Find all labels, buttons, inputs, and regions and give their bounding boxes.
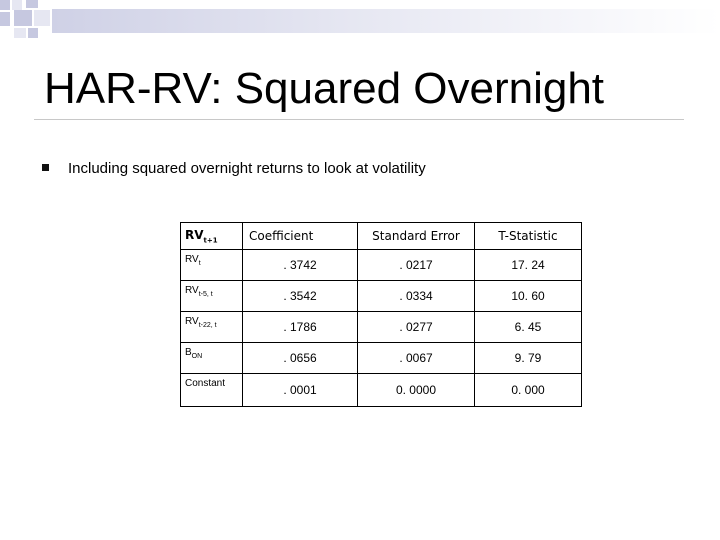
header-dependent-variable [181,223,243,250]
deco-square [0,0,10,10]
header-rv-subscript: t+1 [203,236,218,245]
table-row [181,343,582,374]
coefficient-cell: . 0656 [243,343,358,374]
standard-error-cell: . 0217 [358,250,475,281]
deco-square [26,0,38,8]
standard-error-cell: . 0277 [358,312,475,343]
regression-table [180,222,582,407]
table-row [181,374,582,407]
row-label-subscript: t-22, t [198,322,217,329]
row-label-text: Constant [185,378,226,389]
t-statistic-cell: 0. 000 [475,374,582,407]
coefficient-cell: . 1786 [243,312,358,343]
deco-square [34,10,50,26]
table-row [181,312,582,343]
coefficient-cell: . 3742 [243,250,358,281]
row-label-text: RV [185,285,199,296]
t-statistic-cell: 9. 79 [475,343,582,374]
coefficient-cell: . 0001 [243,374,358,407]
header-t-statistic: T-Statistic [475,223,582,250]
deco-square [12,0,22,10]
deco-square [14,28,26,38]
standard-error-cell: . 0334 [358,281,475,312]
table-header-row [181,223,582,250]
row-label-text: RV [185,316,199,327]
header-gradient [52,9,720,33]
row-label [181,312,243,343]
bullet-square-icon [42,164,49,171]
slide-title: HAR-RV: Squared Overnight [44,64,605,113]
row-label [181,250,243,281]
table-row [181,281,582,312]
row-label [181,374,243,407]
standard-error-cell: 0. 0000 [358,374,475,407]
deco-square [14,10,32,26]
row-label-subscript: t-5, t [198,291,213,298]
bullet-text: Including squared overnight returns to look at volatility [68,160,426,177]
header-standard-error: Standard Error [358,223,475,250]
decorative-header-bar [0,0,720,40]
t-statistic-cell: 17. 24 [475,250,582,281]
row-label-subscript: ON [191,353,203,360]
coefficient-cell: . 3542 [243,281,358,312]
row-label [181,343,243,374]
row-label-text: RV [185,254,199,265]
header-coefficient: Coefficient [243,223,358,250]
header-rv-label: RV [185,227,204,242]
table-row [181,250,582,281]
row-label-subscript: t [198,260,201,267]
deco-square [28,28,38,38]
t-statistic-cell: 6. 45 [475,312,582,343]
t-statistic-cell: 10. 60 [475,281,582,312]
row-label-text: B [185,347,192,358]
title-divider [34,119,684,120]
standard-error-cell: . 0067 [358,343,475,374]
deco-square [0,12,10,26]
row-label [181,281,243,312]
